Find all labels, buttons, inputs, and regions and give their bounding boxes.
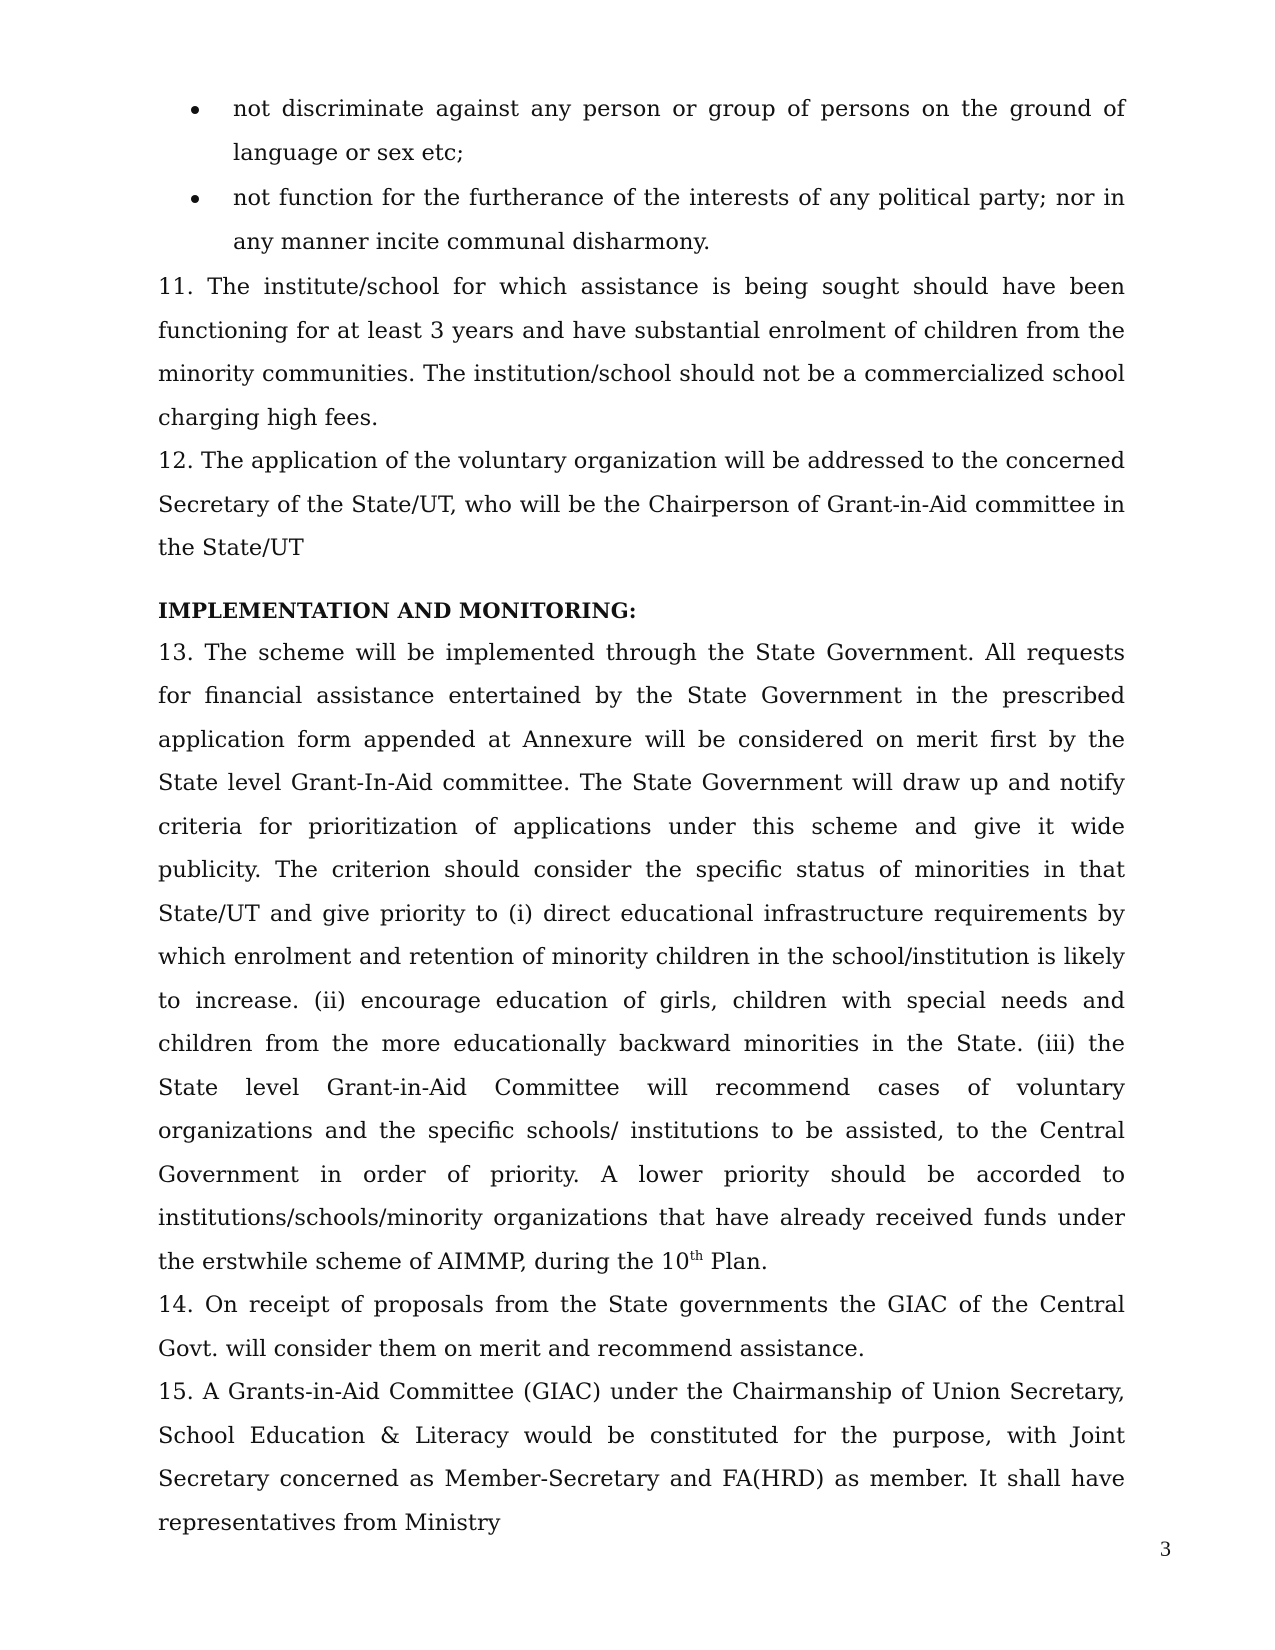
paragraph-11: 11. The institute/school for which assistance is being sought should have been functioning for at least 3 years and have substantial enrolment of children from the minority communities. The institution/school should not be a commercialized school charging high fees.: [158, 274, 1125, 431]
paragraph-13-text: 13. The scheme will be implemented through the State Government. All requests for financial assistance entertained by the State Government in the prescribed application form appended at Annexure will be considered on merit first by the State level Grant-In-Aid committee. The State Government will draw up and notify criteria for prioritization of applications under this scheme and give it wide publicity. The criterion should consider the specific status of minorities in that State/UT and give priority to (i) direct educational infrastructure requirements by which enrolment and retention of minority children in the school/institution is likely to increase. (ii) encourage education of girls, children with special needs and children from the more educationally backward minorities in the State. (iii) the State level Grant-in-Aid Committee will recommend cases of voluntary organizations and the specific schools/ institutions to be assisted, to the Central Government in order of priority. A lower priority should be accorded to institutions/schools/minority organizations that have already received funds under the erstwhile scheme of AIMMP, during the 10: [158, 639, 1125, 1275]
paragraph-13-end: Plan.: [703, 1248, 768, 1275]
paragraph-15: 15. A Grants-in-Aid Committee (GIAC) under the Chairmanship of Union Secretary, School Education & Literacy would be constituted for the purpose, with Joint Secretary concerned as Member-Secretary and FA(HRD) as member. It shall have representatives from Ministry: [158, 1379, 1125, 1536]
document-page: [158, 88, 1125, 1545]
bullet-icon: [191, 195, 199, 203]
section-heading: IMPLEMENTATION AND MONITORING:: [158, 597, 637, 623]
bullet-item: [158, 88, 1125, 175]
bullet-list: [158, 88, 1125, 264]
paragraph-13: [158, 632, 1125, 1285]
page-number: 3: [1160, 1536, 1171, 1561]
bullet-icon: [191, 106, 199, 114]
bullet-text: not function for the furtherance of the interests of any political party; nor in any manner incite communal disharmony.: [233, 185, 1125, 255]
paragraph-12: 12. The application of the voluntary organization will be addressed to the concerned Secretary of the State/UT, who will be the Chairperson of Grant-in-Aid committee in the State/UT: [158, 448, 1125, 561]
bullet-item: [158, 177, 1125, 264]
paragraph-14: 14. On receipt of proposals from the State governments the GIAC of the Central Govt. will consider them on merit and recommend assistance.: [158, 1292, 1125, 1362]
superscript-th: th: [689, 1248, 704, 1264]
bullet-text: not discriminate against any person or group of persons on the ground of language or sex etc;: [233, 96, 1125, 166]
